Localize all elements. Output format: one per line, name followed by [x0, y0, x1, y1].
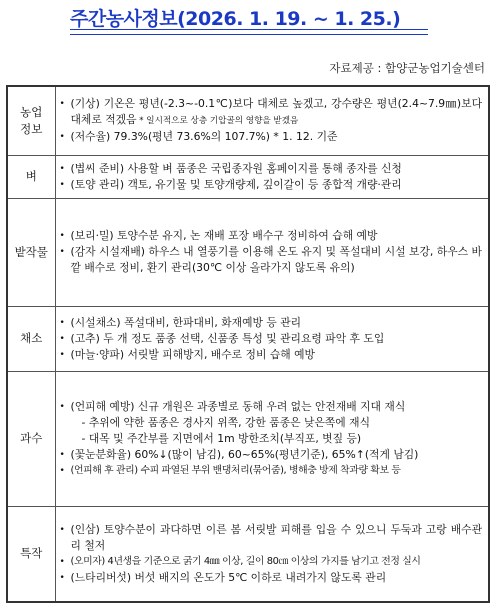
item-text [71, 228, 483, 244]
section-row [7, 371, 489, 506]
item-main-text: (언피해 후 관리) 수피 파열된 부위 밴댕처리(묶어줌), 병해충 방제 착과량 확보 등 [70, 464, 401, 476]
list-item [60, 554, 483, 570]
section-category: 특작 [7, 506, 55, 602]
bullet-icon: • [59, 401, 65, 412]
list-item [60, 522, 483, 554]
list-item [60, 463, 483, 479]
bullet-icon: • [59, 524, 65, 535]
bullet-icon: • [59, 132, 65, 143]
section-category: 채소 [7, 306, 55, 371]
list-item [60, 447, 483, 463]
section-row [7, 306, 489, 371]
item-main-text: (시설채소) 폭설대비, 한파대비, 화재예방 등 관리 [70, 315, 302, 329]
list-item [60, 570, 483, 586]
section-category: 과수 [7, 371, 55, 506]
item-text [71, 522, 483, 554]
list-item [60, 347, 483, 363]
item-text [71, 129, 483, 145]
section-body [55, 86, 489, 155]
bullet-icon: • [59, 449, 65, 460]
item-text [71, 161, 483, 177]
bullet-icon: • [59, 317, 65, 328]
item-text [71, 554, 483, 570]
item-text [71, 399, 483, 415]
bullet-icon: • [59, 333, 65, 344]
list-item [60, 228, 483, 244]
section-body [55, 155, 489, 198]
item-text [71, 570, 483, 586]
item-text [71, 447, 483, 463]
farming-info-table [6, 85, 490, 603]
section-row [7, 506, 489, 602]
section-row [7, 155, 489, 198]
item-main-text: (고추) 두 개 정도 품종 선택, 신품종 특성 및 관리요령 파악 후 도입 [70, 331, 385, 345]
section-category: 농업 정보 [7, 86, 55, 155]
item-text [71, 331, 483, 347]
bullet-icon: • [59, 247, 65, 257]
section-row [7, 86, 489, 155]
item-text [71, 347, 483, 363]
section-body [55, 198, 489, 306]
item-text [71, 96, 483, 129]
item-main-text: (보리·밀) 토양수분 유지, 논 재배 포장 배수구 정비하여 습해 예방 [70, 229, 378, 242]
item-main-text: (느타리버섯) 버섯 배지의 온도가 5℃ 이하로 내려가지 않도록 관리 [70, 570, 387, 584]
section-body [55, 371, 489, 506]
item-main-text: (기상) 기온은 평년(-2.3~-0.1℃)보다 대체로 높겠고, 강수량은 평년(2.4~7.9㎜)보다 대체로 적겠음 [70, 97, 482, 127]
item-text [71, 463, 483, 479]
title-underline [70, 29, 428, 35]
item-main-text: (언피해 예방) 신규 개원은 과종별로 동해 우려 없는 안전재배 지대 재식 [70, 399, 406, 413]
list-item [60, 399, 483, 415]
section-category: 밭작물 [7, 198, 55, 306]
source-credit: 자료제공 : 함양군농업기술센터 [329, 61, 485, 75]
bullet-icon: • [59, 572, 65, 583]
list-item [60, 177, 483, 193]
list-item [60, 161, 483, 177]
item-main-text: (감자 시설재배) 하우스 내 열풍기를 이용해 온도 유지 및 폭설대비 시설 보강, 하우스 바깥 배수로 정비, 환기 관리(30℃ 이상 올라가지 않도록 유의) [70, 245, 482, 274]
sub-item: - 추위에 약한 품종은 경사지 위쪽, 강한 품종은 낮은쪽에 재식 [81, 415, 371, 429]
item-main-text: (인삼) 토양수분이 과다하면 이른 봄 서릿발 피해를 입을 수 있으니 두둑과 고랑 배수관리 철저 [70, 522, 482, 552]
section-body [55, 306, 489, 371]
bullet-icon: • [59, 99, 65, 110]
item-main-text: (오미자) 4년생을 기준으로 굵기 4㎜ 이상, 길이 80㎝ 이상의 가지를 남기고 전정 실시 [70, 555, 421, 567]
item-text [71, 177, 483, 193]
item-main-text: (볍씨 준비) 사용할 벼 품종은 국립종자원 홈페이지를 통해 종자를 신청 [70, 161, 402, 175]
list-item [60, 331, 483, 347]
item-main-text: (꽃눈분화율) 60%↓(많이 남김), 60~65%(평년기준), 65%↑(적게 남김) [70, 447, 419, 461]
bullet-icon: • [59, 349, 65, 360]
list-item [60, 244, 483, 276]
item-main-text: (마늘·양파) 서릿발 피해방지, 배수로 정비 습해 예방 [70, 347, 315, 361]
item-main-text: (저수율) 79.3%(평년 73.6%의 107.7%) * 1. 12. 기준 [70, 130, 338, 144]
section-category: 벼 [7, 155, 55, 198]
list-item [60, 96, 483, 129]
item-text [71, 244, 483, 276]
item-note: * 일시적으로 상층 기압골의 영향을 받겠음 [136, 116, 299, 127]
list-item [60, 129, 483, 145]
item-text [71, 315, 483, 331]
page-title: 주간농사정보(2026. 1. 19. ~ 1. 25.) [70, 8, 401, 30]
bullet-icon: • [59, 465, 65, 476]
bullet-icon: • [59, 556, 65, 567]
sub-item: - 대목 및 주간부를 지면에서 1m 방한조치(부직포, 볏짚 등) [81, 431, 362, 445]
bullet-icon: • [59, 179, 65, 190]
section-body [55, 506, 489, 602]
bullet-icon: • [59, 163, 65, 174]
item-main-text: (토양 관리) 객토, 유기물 및 토양개량제, 깊이갈이 등 종합적 개량·관리 [70, 177, 402, 191]
list-item [60, 315, 483, 331]
bullet-icon: • [59, 231, 65, 241]
section-row [7, 198, 489, 306]
